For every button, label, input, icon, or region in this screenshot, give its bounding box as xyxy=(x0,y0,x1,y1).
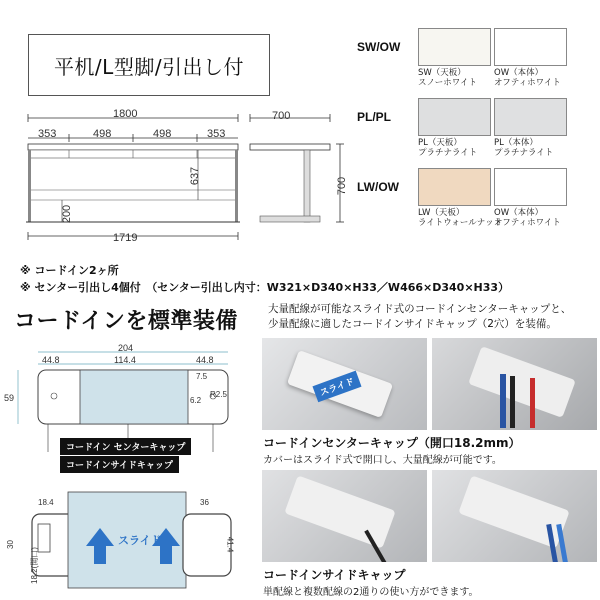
slide-label: スライド xyxy=(118,534,162,547)
product-title: 平机/L型脚/引出し付 xyxy=(28,34,270,96)
center-cap-text: カバーはスライド式で開口し、大量配線が可能です。 xyxy=(263,455,502,466)
dim-segment-2: 498 xyxy=(93,128,112,140)
section-headline: コードインを標準装備 xyxy=(14,309,238,334)
swatch-label-ow-3: OW（本体） xyxy=(494,208,544,218)
swatch-label-sw-2: スノーホワイト xyxy=(418,78,477,88)
center-cap-title: コードインセンターキャップ（開口18.2mm） xyxy=(263,436,521,450)
slide-badge: スライド xyxy=(312,371,361,403)
slide-dim-c: 18.2(開口) xyxy=(29,547,39,584)
photo-side-cap-single xyxy=(262,470,427,562)
dim-bottom-width: 1719 xyxy=(113,232,138,244)
tag-center-cap: コードイン センターキャップ xyxy=(60,438,191,455)
side-cap-text: 単配線と複数配線の2通りの使い方ができます。 xyxy=(263,587,479,598)
swatch-top-lw xyxy=(418,168,491,206)
dim-height: 637 xyxy=(189,166,202,186)
desk-side-drawing xyxy=(240,108,350,238)
swatch-body-ow xyxy=(494,28,567,66)
note-cord-in: ※ コードイン2ヶ所 xyxy=(20,264,119,277)
swatch-body-ow-2 xyxy=(494,168,567,206)
cap-dim-small-2: 6.2 xyxy=(190,396,202,405)
swatch-body-pl xyxy=(494,98,567,136)
side-cap-title: コードインサイドキャップ xyxy=(263,568,406,582)
cap-dim-radius: R2.5 xyxy=(210,390,227,399)
finish-code-lw-ow: LW/OW xyxy=(357,180,399,194)
slide-dim-d: 36 xyxy=(200,498,209,507)
finish-code-sw-ow: SW/OW xyxy=(357,40,401,54)
description-line-1: 大量配線が可能なスライド式のコードインセンターキャップと、 xyxy=(268,303,572,315)
swatch-label-ow-1: OW（本体） xyxy=(494,68,544,78)
dim-segment-1: 353 xyxy=(38,128,57,140)
cap-dim-small-1: 7.5 xyxy=(196,372,208,381)
dim-depth: 700 xyxy=(272,110,291,122)
dim-segment-3: 498 xyxy=(153,128,172,140)
cap-dim-center: 114.4 xyxy=(114,355,136,365)
slide-dim-b: 30 xyxy=(5,540,15,549)
dim-total-width: 1800 xyxy=(113,108,138,120)
cap-dim-right: 44.8 xyxy=(196,355,214,365)
tag-side-cap: コードインサイドキャップ xyxy=(60,456,179,473)
cap-dim-left: 44.8 xyxy=(42,355,60,365)
slide-dim-a: 18.4 xyxy=(38,498,54,507)
swatch-label-pl-body-1: PL（本体） xyxy=(494,138,538,148)
finish-code-pl-pl: PL/PL xyxy=(357,110,392,124)
slide-dim-e: 41.4 xyxy=(225,536,235,553)
cap-dim-height: 59 xyxy=(4,393,15,403)
swatch-top-pl xyxy=(418,98,491,136)
swatch-label-pl-2: プラチナライト xyxy=(418,148,478,158)
dim-segment-4: 353 xyxy=(207,128,226,140)
dim-foot: 200 xyxy=(61,204,74,224)
cap-dim-total: 204 xyxy=(118,343,134,353)
swatch-label-lw-1: LW（天板） xyxy=(418,208,465,218)
description-line-2: 少量配線に適したコードインサイドキャップ（2穴）を装備。 xyxy=(268,318,557,330)
swatch-label-ow-4: オフティホワイト xyxy=(494,218,561,228)
photo-side-cap-multi xyxy=(432,470,597,562)
swatch-label-pl-body-2: プラチナライト xyxy=(494,148,554,158)
dim-side-height: 700 xyxy=(336,176,349,196)
swatch-label-sw-1: SW（天板） xyxy=(418,68,466,78)
swatch-label-lw-2: ライトウォールナット xyxy=(418,218,503,228)
note-drawers: ※ センター引出し4個付 （センター引出し内寸：W321×D340×H33／W466×D340×H33） xyxy=(20,281,510,294)
swatch-top-sw xyxy=(418,28,491,66)
photo-center-cap-open xyxy=(432,338,597,430)
swatch-label-pl-1: PL（天板） xyxy=(418,138,462,148)
swatch-label-ow-2: オフティホワイト xyxy=(494,78,561,88)
photo-center-cap-closed xyxy=(262,338,427,430)
